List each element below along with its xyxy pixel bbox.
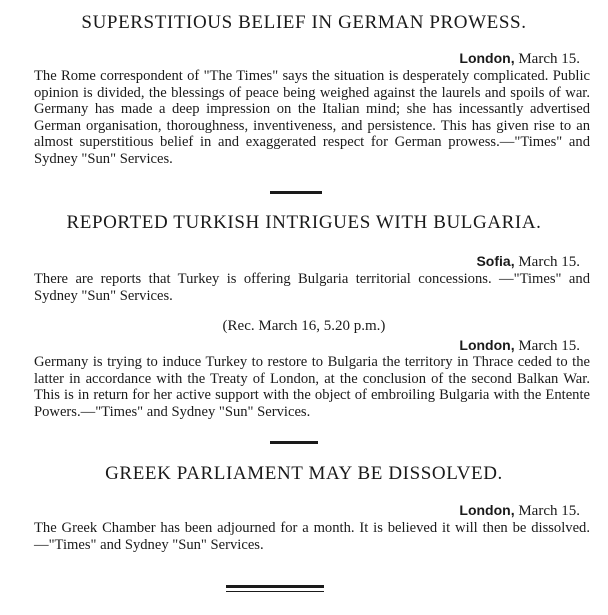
received-note: (Rec. March 16, 5.20 p.m.) [222, 318, 386, 334]
article-headline: SUPERSTITIOUS BELIEF IN GERMAN PROWESS. [81, 12, 527, 33]
dateline-date: March 15. [518, 254, 580, 270]
article-body-text: There are reports that Turkey is offering Bulgaria territorial concessions. —"Times" and Sydney "Sun" Services. [34, 271, 590, 304]
dateline-date: March 15. [518, 503, 580, 519]
article-dateline [476, 253, 586, 271]
article-body [34, 271, 590, 304]
section-divider [270, 441, 318, 444]
end-divider [226, 585, 324, 592]
article-body-text: The Greek Chamber has been adjourned for a month. It is believed it will then be dissolved.—"Times" and Sydney "Sun" Services. [34, 520, 590, 553]
dateline-date: March 15. [518, 338, 580, 354]
article-body [34, 354, 590, 420]
dateline-city: London, [459, 50, 515, 66]
article-dateline [459, 502, 586, 520]
article-dateline [459, 337, 586, 355]
dateline-city: London, [459, 337, 515, 353]
section-divider [270, 191, 322, 194]
article-headline: GREEK PARLIAMENT MAY BE DISSOLVED. [105, 463, 503, 484]
dateline-city: London, [459, 502, 515, 518]
article-body-text: The Rome correspondent of "The Times" says the situation is desperately complicated. Public opinion is divided, the blessings of peace being weighed against the laurels and spoils of war. Germany has made a deep impression on the Italian mind; she has incessantly advertised German organisation, thoroughness, inventiveness, and persistence. This has given rise to an almost superstitious belief in and exaggerated respect for German prowess.—"Times" and Sydney "Sun" Services. [34, 68, 590, 167]
article-body [34, 520, 590, 553]
dateline-date: March 15. [518, 51, 580, 67]
article-dateline [459, 50, 586, 68]
article-body-text: Germany is trying to induce Turkey to restore to Bulgaria the territory in Thrace ceded to the latter in accordance with the Treaty of London, at the conclusion of the second Balkan War. This is in return for her active support with the object of embroiling Bulgaria with the Entente Powers.—"Times" and Sydney "Sun" Services. [34, 354, 590, 420]
dateline-city: Sofia, [476, 253, 515, 269]
article-body [34, 68, 590, 168]
article-headline: REPORTED TURKISH INTRIGUES WITH BULGARIA. [66, 212, 542, 233]
